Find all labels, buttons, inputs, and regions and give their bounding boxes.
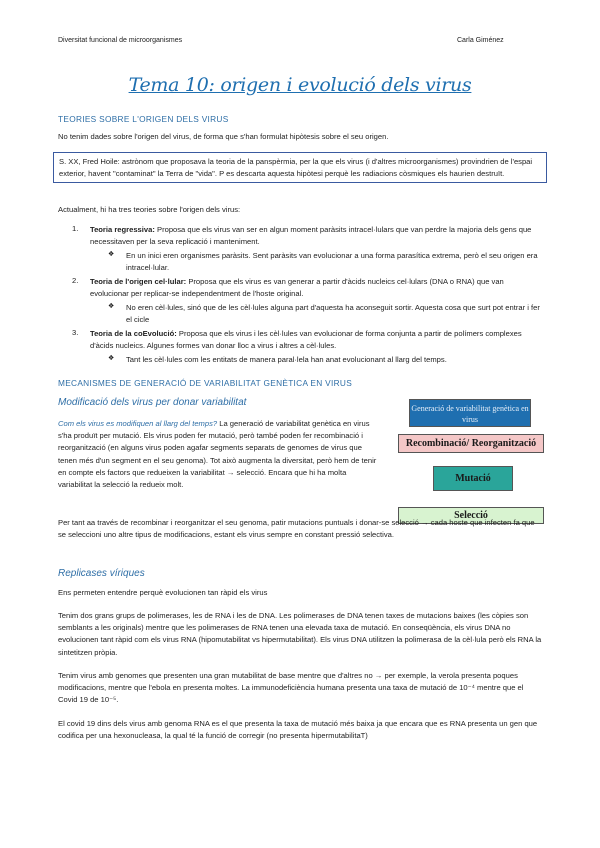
header-right: Carla Giménez [457, 37, 504, 44]
item-number: 2. [72, 276, 79, 285]
bullet-icon: ❖ [108, 251, 115, 258]
bullet-icon: ❖ [108, 303, 115, 310]
diagram-recombination-box: Recombinació/ Reorganització [398, 434, 544, 453]
theory-text: Proposa que els virus es van generar a partir d'àcids nucleics cel·lulars (DNA o RNA) que van evolucionar per replicar-se independentment de l'hoste original. [90, 277, 504, 299]
theory-bullet: En un inici eren organismes paràsits. Sent paràsits van evolucionar a una forma parasítica extrema, però el seu origen era intracel·lular. [126, 251, 538, 273]
diagram-title-box: Generació de variabilitat genètica en virus [409, 399, 531, 427]
theory-cellular [90, 276, 542, 300]
covid-paragraph: El covid 19 dins dels virus amb genoma RNA es el que presenta la taxa de mutació més baixa ja que encara que es RNA presenta un gen que codifica per una hexonucleasa, la qual té la funció de corregir (no presenta hipermutabilitaT) [58, 719, 538, 741]
variability-text: La generació de variabilitat genètica en virus s'ha produït per mutació. Els virus poden fer mutació, però també poden fer recombinació i reorganització (en alguns virus poden agafar segments separats de genomes de virus que tenen més d'un segment en el seu genoma). Tot això augmenta la diversitat, però hem de tenir en compte els factors que redueixen la variabilitat → selecció. Encara que hi ha molta variabilitat la selecció la redueix molt. [58, 419, 377, 490]
intro-paragraph: No tenim dades sobre l'origen del virus, de forma que s'han formulat hipòtesis sobre el seu origen. [58, 132, 389, 141]
bullet-icon: ❖ [108, 355, 115, 362]
replicases-intro: Ens permeten entendre perquè evolucionen tan ràpid els virus [58, 588, 268, 597]
theories-lead: Actualment, hi ha tres teories sobre l'origen dels virus: [58, 205, 241, 214]
theory-regressive [90, 224, 542, 248]
polymerases-paragraph: Tenim dos grans grups de polimerases, les de RNA i les de DNA. Les polimerases de DNA tenen taxes de mutacions baixes (les còpies son semblants a les originals) mentre que les polimerases de RNA tenen una elevada taxa de mutació. En conseqüència, els virus DNA no evolucionen tant ràpid com els virus RNA (hipomutabilitat vs hipermutabilitat). Els virus DNA utilitzen la polimerasa de la cèl·lula però els RNA la sintetitzen pròpia. [58, 611, 542, 657]
theory-bullet: No eren cèl·lules, sinó que de les cèl·lules alguna part d'aquesta ha aconseguit sortir. Aquesta cosa que surt pot entrar i fer el cicle [126, 303, 540, 325]
diagram-selection-box: Selecció [398, 507, 544, 524]
theory-label: Teoria de la coEvolució: [90, 329, 177, 338]
header-left: Diversitat funcional de microorganismes [58, 37, 183, 44]
diagram-mutation-box: Mutació [433, 466, 513, 491]
selection-paragraph: Per tant aa través de recombinar i reorganitzar el seu genoma, patir mutacions puntuals i donar-se selecció → cada hoste que infecten fa que se seleccioni uno altre tipus de modificacions, estant els virus sempre en constant pressió selectiva. [58, 518, 535, 540]
theory-label: Teoria regressiva: [90, 225, 155, 234]
theory-coevolution [90, 328, 542, 352]
theory-bullet: Tant les cèl·lules com les entitats de manera paral·lela han anat evolucionant al llarg del temps. [126, 355, 447, 364]
item-number: 3. [72, 328, 79, 337]
page-title: Tema 10: origen i evolució dels virus [128, 74, 472, 96]
theory-text: Proposa que els virus i les cèl·lules van evolucionar de forma conjunta a partir de polímers complexes d'àcids nucleics. Algunes formes van donar lloc a virus i altres a cèl·lules. [90, 329, 522, 351]
section-heading-origins: TEORIES SOBRE L'ORIGEN DELS VIRUS [58, 114, 229, 124]
section-heading-mechanisms: MECANISMES DE GENERACIÓ DE VARIABILITAT GENÈTICA EN VIRUS [58, 378, 353, 388]
theory-label: Teoria de l'origen cel·lular: [90, 277, 187, 286]
question-text: Com els virus es modifiquen al llarg del temps? [58, 419, 218, 428]
mutability-paragraph: Tenim virus amb genomes que presenten una gran mutabilitat de base mentre que d'altres no → per exemple, la verola presenta poques modificacions, mentre que l'ebola en presenta moltes. La immunodeficiència humana presenta una taxa de mutació de 10⁻⁴ mentre que el Covid 19 de 10⁻⁵. [58, 671, 524, 705]
panspermia-box: S. XX, Fred Hoile: astrònom que proposava la teoria de la panspèrmia, per la que els virus (i d'altres microorganismes) provindrien de l'espai exterior, havent "contaminat" la Terra de "vida". P es descarta aquesta hipòtesi perquè les radiacions còsmiques els haurien destruït. [53, 152, 547, 183]
item-number: 1. [72, 224, 79, 233]
theory-text: Proposa que els virus van ser en algun moment paràsits intracel·lulars que van perdre la majoria dels gens que necessitaven per la seva replicació i manteniment. [90, 225, 532, 247]
subheading-replicases: Replicases víriques [58, 568, 145, 579]
subheading-modification: Modificació dels virus per donar variabilitat [58, 397, 247, 408]
variability-paragraph [58, 418, 380, 491]
